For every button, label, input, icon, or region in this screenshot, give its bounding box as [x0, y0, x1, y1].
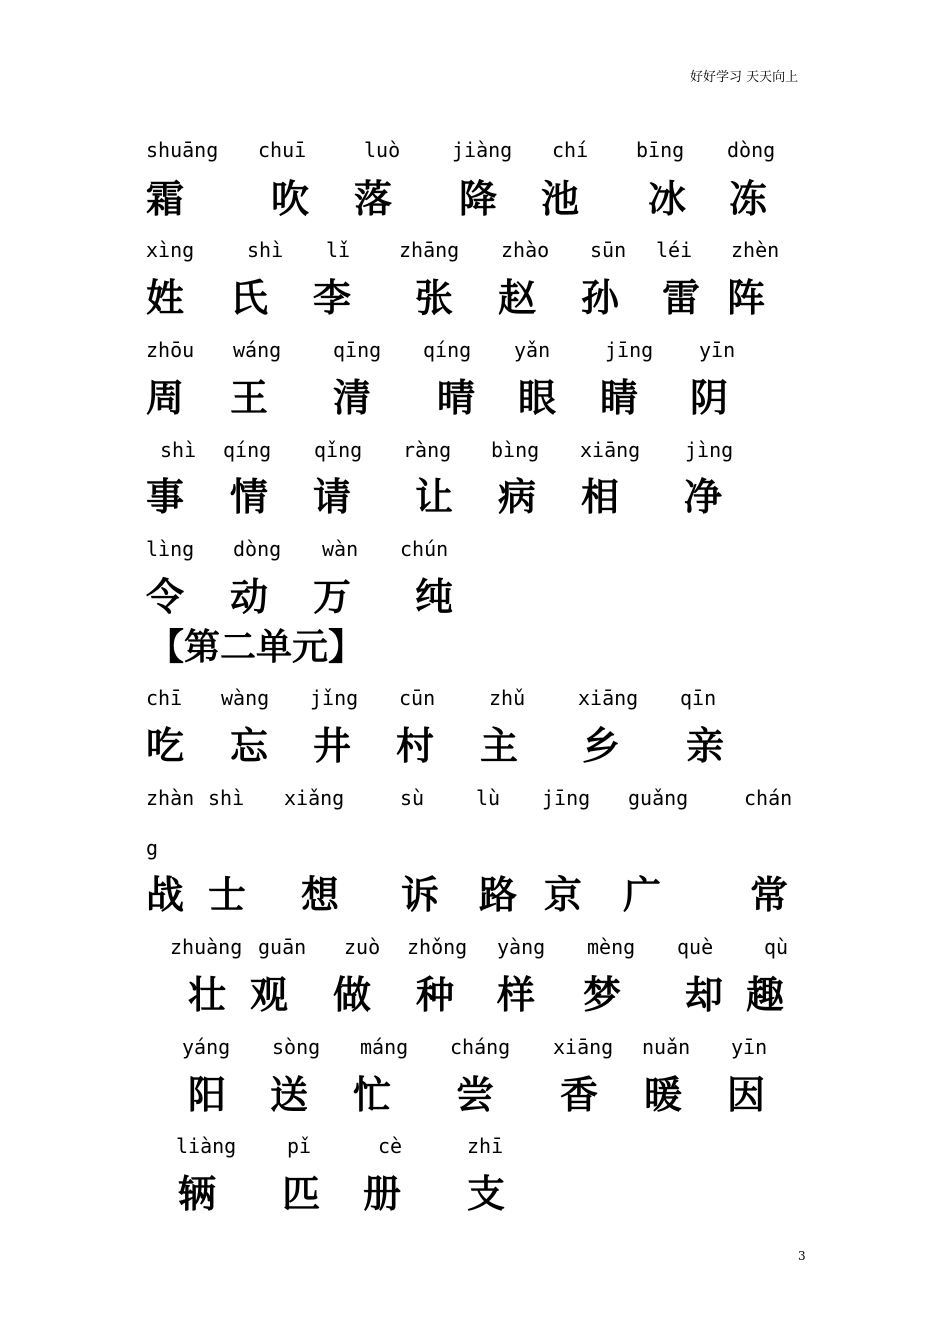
chinese-character: 梦	[583, 972, 622, 1017]
chinese-character: 因	[727, 1072, 766, 1117]
chinese-character: 士	[208, 872, 247, 917]
chinese-character: 动	[230, 574, 269, 619]
chinese-character: 万	[313, 574, 352, 619]
pinyin-label: cháng	[450, 1035, 511, 1059]
pinyin-label: zhàn	[146, 786, 195, 810]
pinyin-label: bìng	[491, 438, 540, 462]
pinyin-label: zhèn	[731, 238, 780, 262]
pinyin-label: liàng	[176, 1134, 237, 1158]
pinyin-label: g	[146, 836, 159, 860]
chinese-character: 阵	[727, 275, 766, 320]
chinese-character: 孙	[581, 275, 620, 320]
pinyin-label: shì	[208, 786, 245, 810]
pinyin-label: pǐ	[287, 1134, 312, 1158]
pinyin-label: léi	[656, 238, 693, 262]
chinese-character: 主	[480, 723, 519, 768]
pinyin-label: zuò	[344, 935, 381, 959]
pinyin-label: sòng	[272, 1035, 321, 1059]
chinese-character: 眼	[518, 375, 557, 420]
pinyin-label: lǐ	[326, 238, 351, 262]
pinyin-label: shì	[160, 438, 197, 462]
chinese-character: 井	[313, 723, 352, 768]
chinese-character: 令	[146, 574, 185, 619]
chinese-character: 路	[479, 872, 518, 917]
pinyin-label: cè	[378, 1134, 403, 1158]
chinese-character: 支	[467, 1171, 506, 1216]
chinese-character: 暖	[644, 1072, 683, 1117]
pinyin-label: jīng	[605, 338, 654, 362]
pinyin-label: dòng	[233, 537, 282, 561]
chinese-character: 亲	[686, 723, 725, 768]
pinyin-label: què	[677, 935, 714, 959]
pinyin-label: chún	[400, 537, 449, 561]
pinyin-label: zhī	[467, 1134, 504, 1158]
pinyin-label: jìng	[685, 438, 734, 462]
pinyin-label: dòng	[727, 138, 776, 162]
pinyin-label: chán	[744, 786, 793, 810]
chinese-character: 病	[498, 474, 537, 519]
pinyin-label: qǐng	[314, 438, 363, 462]
pinyin-label: yàng	[497, 935, 546, 959]
pinyin-label: sù	[400, 786, 425, 810]
chinese-character: 趣	[746, 972, 785, 1017]
chinese-character: 诉	[401, 872, 440, 917]
chinese-character: 乡	[582, 723, 621, 768]
chinese-character: 阳	[188, 1072, 227, 1117]
chinese-character: 落	[354, 176, 393, 221]
chinese-character: 册	[363, 1171, 402, 1216]
chinese-character: 霜	[146, 176, 185, 221]
pinyin-label: luò	[364, 138, 401, 162]
pinyin-label: nuǎn	[642, 1035, 691, 1059]
section-title: 【第二单元】	[148, 626, 365, 668]
chinese-character: 周	[146, 375, 185, 420]
pinyin-label: zhōu	[146, 338, 195, 362]
pinyin-label: chí	[552, 138, 589, 162]
pinyin-label: lìng	[146, 537, 195, 561]
chinese-character: 李	[313, 275, 352, 320]
pinyin-label: zhào	[501, 238, 550, 262]
pinyin-label: xìng	[146, 238, 195, 262]
pinyin-label: zhǒng	[407, 935, 468, 959]
chinese-character: 广	[623, 872, 662, 917]
pinyin-label: guān	[258, 935, 307, 959]
chinese-character: 相	[581, 474, 620, 519]
chinese-character: 常	[750, 872, 789, 917]
chinese-character: 香	[560, 1072, 599, 1117]
pinyin-label: shuāng	[146, 138, 219, 162]
chinese-character: 阴	[690, 375, 729, 420]
pinyin-label: qù	[764, 935, 789, 959]
pinyin-label: xiāng	[553, 1035, 614, 1059]
chinese-character: 战	[146, 872, 185, 917]
chinese-character: 忘	[230, 723, 269, 768]
pinyin-label: wàng	[221, 686, 270, 710]
pinyin-label: lù	[476, 786, 501, 810]
chinese-character: 想	[301, 872, 340, 917]
chinese-character: 睛	[600, 375, 639, 420]
chinese-character: 做	[333, 972, 372, 1017]
chinese-character: 吹	[271, 176, 310, 221]
pinyin-label: wáng	[233, 338, 282, 362]
chinese-character: 晴	[437, 375, 476, 420]
pinyin-label: qíng	[423, 338, 472, 362]
page-header: 好好学习 天天向上	[690, 70, 799, 85]
pinyin-label: máng	[360, 1035, 409, 1059]
chinese-character: 池	[541, 176, 580, 221]
chinese-character: 王	[230, 375, 269, 420]
chinese-character: 氏	[230, 275, 269, 320]
chinese-character: 事	[146, 474, 185, 519]
pinyin-label: bīng	[636, 138, 685, 162]
chinese-character: 忙	[353, 1072, 392, 1117]
chinese-character: 净	[684, 474, 723, 519]
chinese-character: 冰	[648, 176, 687, 221]
chinese-character: 村	[396, 723, 435, 768]
pinyin-label: xiǎng	[284, 786, 345, 810]
chinese-character: 张	[415, 275, 454, 320]
chinese-character: 却	[685, 972, 724, 1017]
chinese-character: 请	[313, 474, 352, 519]
pinyin-label: yǎn	[514, 338, 551, 362]
chinese-character: 情	[230, 474, 269, 519]
chinese-character: 匹	[282, 1171, 321, 1216]
pinyin-label: sūn	[590, 238, 627, 262]
pinyin-label: chī	[146, 686, 183, 710]
pinyin-label: mèng	[587, 935, 636, 959]
pinyin-label: jīng	[542, 786, 591, 810]
chinese-character: 辆	[178, 1171, 217, 1216]
page-number: 3	[798, 1249, 806, 1263]
chinese-character: 降	[459, 176, 498, 221]
pinyin-label: ràng	[403, 438, 452, 462]
pinyin-label: xiāng	[578, 686, 639, 710]
chinese-character: 雷	[662, 275, 701, 320]
pinyin-label: yīn	[699, 338, 736, 362]
chinese-character: 送	[270, 1072, 309, 1117]
pinyin-label: jiàng	[452, 138, 513, 162]
pinyin-label: chuī	[258, 138, 307, 162]
pinyin-label: zhāng	[399, 238, 460, 262]
pinyin-label: wàn	[322, 537, 359, 561]
chinese-character: 样	[497, 972, 536, 1017]
pinyin-label: qīng	[333, 338, 382, 362]
chinese-character: 壮	[188, 972, 227, 1017]
chinese-character: 姓	[146, 275, 185, 320]
pinyin-label: xiāng	[580, 438, 641, 462]
chinese-character: 尝	[456, 1072, 495, 1117]
pinyin-label: qíng	[223, 438, 272, 462]
chinese-character: 纯	[415, 574, 454, 619]
chinese-character: 清	[333, 375, 372, 420]
pinyin-label: zhuàng	[170, 935, 243, 959]
pinyin-label: yáng	[182, 1035, 231, 1059]
pinyin-label: qīn	[680, 686, 717, 710]
pinyin-label: zhǔ	[489, 686, 526, 710]
chinese-character: 赵	[498, 275, 537, 320]
chinese-character: 让	[415, 474, 454, 519]
chinese-character: 观	[250, 972, 289, 1017]
pinyin-label: shì	[247, 238, 284, 262]
chinese-character: 京	[544, 872, 583, 917]
chinese-character: 冻	[729, 176, 768, 221]
pinyin-label: cūn	[399, 686, 436, 710]
chinese-character: 种	[416, 972, 455, 1017]
pinyin-label: yīn	[731, 1035, 768, 1059]
chinese-character: 吃	[146, 723, 185, 768]
pinyin-label: guǎng	[628, 786, 689, 810]
pinyin-label: jǐng	[310, 686, 359, 710]
